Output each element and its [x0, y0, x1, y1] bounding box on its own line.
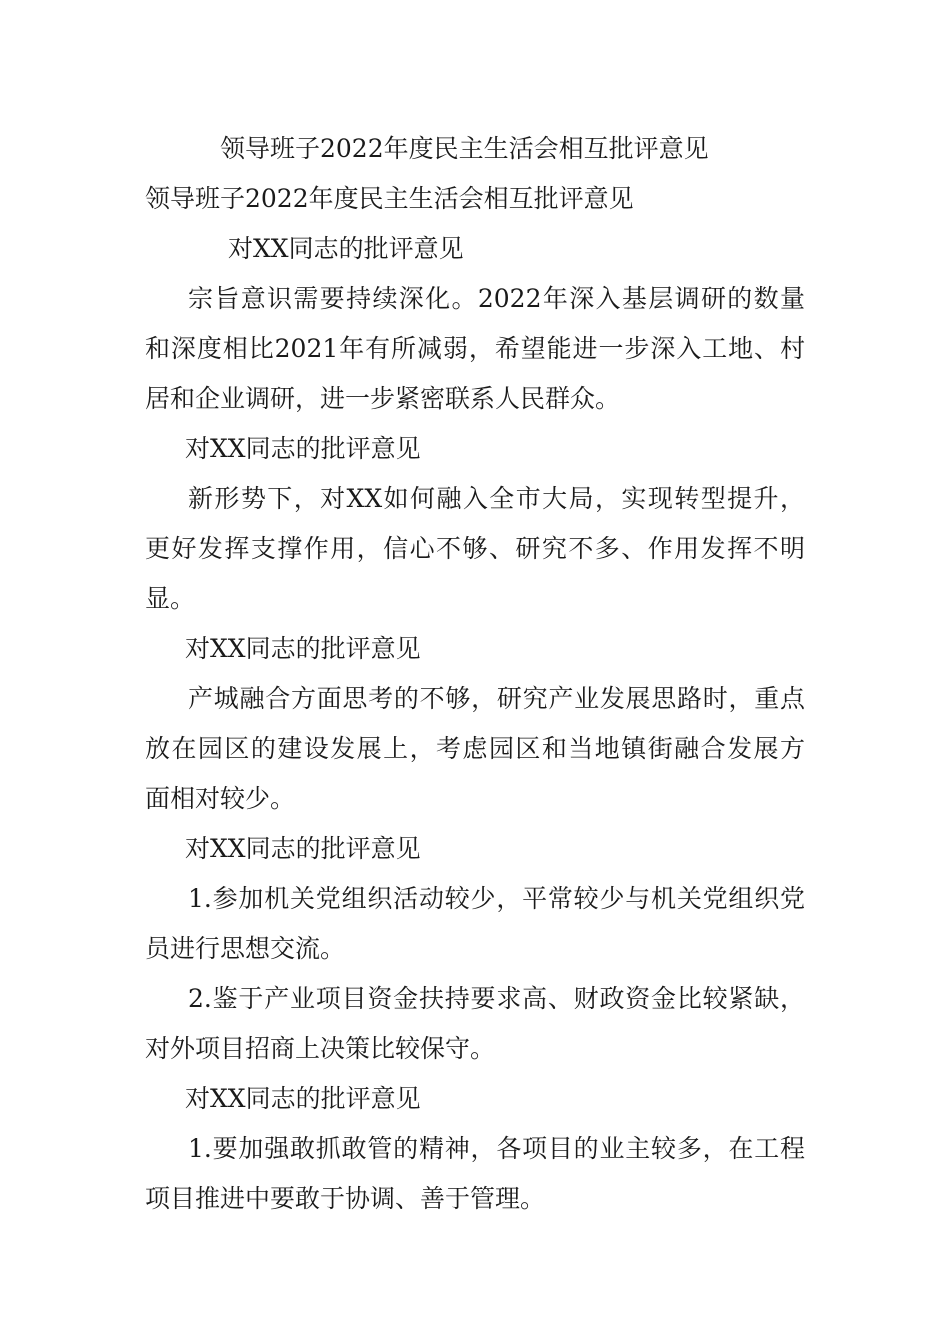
section-heading: 对XX同志的批评意见: [185, 634, 421, 663]
paragraph-line: 员进行思想交流。: [145, 934, 346, 963]
paragraph-line: 宗旨意识需要持续深化。2022年深入基层调研的数量: [188, 284, 805, 313]
section-heading: 对XX同志的批评意见: [185, 434, 421, 463]
paragraph-line: 放在园区的建设发展上，考虑园区和当地镇街融合发展方: [145, 734, 805, 763]
paragraph-line: 和深度相比2021年有所减弱，希望能进一步深入工地、村: [145, 334, 805, 363]
paragraph-line: 对外项目招商上决策比较保守。: [145, 1034, 496, 1063]
paragraph-line: 产城融合方面思考的不够，研究产业发展思路时，重点: [188, 684, 805, 713]
paragraph-line: 更好发挥支撑作用，信心不够、研究不多、作用发挥不明: [145, 534, 805, 563]
paragraph-line: 2.鉴于产业项目资金扶持要求高、财政资金比较紧缺，: [188, 984, 805, 1013]
document-subtitle: 领导班子2022年度民主生活会相互批评意见: [145, 184, 634, 213]
paragraph-line: 项目推进中要敢于协调、善于管理。: [145, 1184, 546, 1213]
paragraph-line: 居和企业调研，进一步紧密联系人民群众。: [145, 384, 621, 413]
paragraph-line: 新形势下，对XX如何融入全市大局，实现转型提升，: [188, 484, 805, 513]
section-heading: 对XX同志的批评意见: [185, 834, 421, 863]
paragraph-line: 1.要加强敢抓敢管的精神，各项目的业主较多，在工程: [188, 1134, 805, 1163]
paragraph-line: 显。: [145, 584, 196, 613]
section-heading: 对XX同志的批评意见: [228, 234, 464, 263]
paragraph-line: 面相对较少。: [145, 784, 296, 813]
document-title: 领导班子2022年度民主生活会相互批评意见: [220, 134, 709, 163]
section-heading: 对XX同志的批评意见: [185, 1084, 421, 1113]
paragraph-line: 1.参加机关党组织活动较少，平常较少与机关党组织党: [188, 884, 805, 913]
